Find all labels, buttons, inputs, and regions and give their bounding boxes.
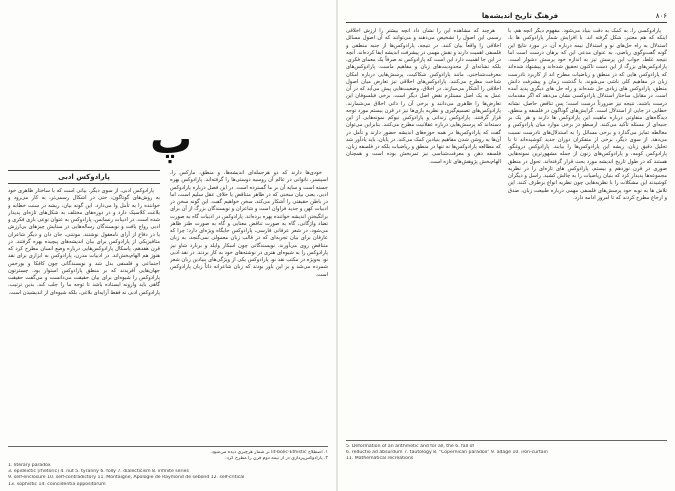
left-page-col-left — [8, 170, 160, 442]
footnote-line: 9. self-enclosure 10. self-contradictory 11. Montaigne, Apologie de Raymond de sebond 12. self-critical — [8, 475, 245, 481]
paragraph: پارادوکس ادبی، از سوی دیگر، بیانی است که با ساختار ظاهری خود به روش‌های گوناگون، حتی در اشکال رسمی‌تر، به کار می‌رود و خواننده را به تأمل وا می‌دارد. این گونه بیان، ریشه در سنت خطابه و بلاغت کلاسیک دارد و در دوره‌های مختلف به شکل‌های تازه‌ای پدیدار شده است. در ادبیات رنسانس، پارادوکس به عنوان نوعی بازی فکری و ادبی رواج یافت و نویسندگان رساله‌هایی در ستایش چیزهای بی‌ارزش یا در دفاع از آرای نامعقول نوشتند. مونتنی، جان دان و دیگر شاعران متافیزیکی از پارادوکس برای بیان اندیشه‌های پیچیده بهره گرفتند. در قرن هفدهم، پاسکال پارادوکس‌هایی درباره وضع انسان مطرح کرد که هنوز هم الهام‌بخش‌اند. در ادبیات مدرن، پارادوکس به ابزاری برای نقد اجتماعی و فلسفی بدل شد و نویسندگانی چون کافکا و بورخس جهان‌هایی آفریدند که بر منطق پارادوکس استوار بود. چسترتون پارادوکس را شیوه‌ای برای بیان حقیقت می‌دانست و می‌گفت حقیقت گاهی باید وارونه ایستاده باشد تا توجه ما را جلب کند. بدین ترتیب، پارادوکس ادبی نه فقط آرایه‌ای بلاغی، بلکه شیوه‌ای از اندیشیدن است. — [8, 188, 160, 296]
left-page — [0, 0, 337, 491]
footnote-line: 5. Deformation of an arithmetic and for all, the 6. fall of — [346, 444, 475, 449]
footnote-line: 3. epideictic [rhetoric] 4. nut 5. tyranny 6. folly 7. dialecticism 8. infinite series — [8, 469, 189, 475]
footnote-line: ۲. پارادوکس‌پردازی در از نیمه دوم قرن را مطرح کرد. — [225, 456, 328, 462]
footnote-line: 13. sophistic 14. coincidentia oppositorum — [8, 481, 106, 487]
right-page — [338, 0, 675, 491]
running-head: فرهنگ تاریخ اندیشه‌ها — [481, 12, 559, 20]
paragraph: هرچند که مشاهده این را نشان داد آنچه بیشتر را ارزش اخلاقی رسمی این اصول را تشخیص می‌دهند و می‌توانند که آن اصول مسائل اخلاقی را واقعاً بیان کنند. در نتیجه، پارادوکس‌ها از جنبه منطقی و فلسفی اهمیت دارند و نقش مهمی در پیشرفت اندیشه ایفا کرده‌اند. آنچه در این جا اهمیت دارد این است که پارادوکس نه صرفاً یک معمای فکری، بلکه نشانه‌ای از محدودیت‌های زبان و مفاهیم ماست. پارادوکس‌های معرفت‌شناختی، مانند پارادوکس شکاکیت، پرسش‌هایی درباره امکان شناخت مطرح می‌کنند. پارادوکس‌های اخلاقی نیز تعارض میان اصول اخلاقی را آشکار می‌سازند. در اخلاق، وضعیت‌هایی پیش می‌آید که در آن عمل به یک اصل مستلزم نقض اصل دیگر است. برخی فیلسوفان این تعارض‌ها را ظاهری می‌دانند و برخی آن را ذاتی اخلاق می‌شمارند. پارادوکس‌های تصمیم‌گیری و نظریه بازی‌ها نیز در قرن بیستم مورد توجه قرار گرفتند. پارادوکس زندانی و پارادوکس نیوکم نمونه‌هایی از این دسته‌اند که پرسش‌هایی درباره عقلانیت مطرح می‌کنند. بنابراین می‌توان گفت که پارادوکس‌ها در همه حوزه‌های اندیشه حضور دارند و تأمل در آن‌ها به روشن شدن مفاهیم بنیادین کمک می‌کند. در پایان، باید یادآور شد که مطالعه پارادوکس‌ها نه تنها در منطق و ریاضیات بلکه در فلسفه زبان، فلسفه ذهن و معرفت‌شناسی نیز ثمربخش بوده است و همچنان الهام‌بخش پژوهش‌های تازه است. — [346, 28, 501, 165]
footnotes-latin — [8, 463, 328, 489]
footnote-divider — [8, 446, 328, 447]
footnote-divider — [346, 440, 667, 441]
footnote-line: 6. reductio ad absurdum 7. tautology 8. "Copernican paradox" 9. adage 10. iron-curtain — [346, 450, 548, 456]
section-title: پارادوکس ادبی — [8, 170, 160, 184]
header-rule — [346, 22, 667, 23]
footnote-line: 1. literary paradox — [8, 463, 51, 468]
paragraph: خودی‌ها دارند که دو هرجمله‌ای اندیشه‌ها، و منطق، مارکس را، اسپنسر، ناتوانی در عالم آن روسیه دوستی‌ها را گرفته‌اند. پارادوکس بهره جسته است و سایه آن بر ما گسترده است. در این فصل درباره پارادوکس ادبی، یعنی بیان سخنی که در ظاهر متناقض یا خلاف عقل سلیم است، اما در باطن حقیقتی را آشکار می‌کند، سخن خواهیم گفت. این گونه سخن در ادبیات کهن و جدید فراوان است و شاعران و نویسندگان بزرگ از آن برای برانگیختن اندیشه خواننده بهره برده‌اند. پارادوکس در ادبیات گاه به صورت تضاد واژگانی، گاه به صورت تناقض معنایی و گاه به صورت طنز ظاهر می‌شود. در شعر عرفانی فارسی، پارادوکس جایگاه ویژه‌ای دارد؛ چرا که عارفان برای بیان تجربه‌ای که در قالب زبان معمولی نمی‌گنجد، به زبان متناقض روی می‌آورند. نویسندگانی چون اسکار وایلد و برنارد شاو نیز پارادوکس را به شیوه‌ای هنری در نوشته‌های خود به کار بردند. در نقد ادبی نو، به‌ویژه در مکتب نقد نو، پارادوکس یکی از ویژگی‌های بنیادین زبان شعر شمرده می‌شد و بر این باور بودند که زبان شاعرانه ذاتاً زبان پارادوکس است. — [170, 170, 328, 278]
section-letter: پ — [150, 114, 193, 163]
footnote-line: ۱. اصطلاح lit-bolic-Ethistic بر شمار هرچیزی دیده می‌شود. — [210, 450, 328, 455]
footnotes-persian — [8, 450, 328, 462]
paragraph: پارادوکسی را، به کمک به دقت بنیاد می‌شود. مفهوم دیگر آنچه هم، با اینکه که هم معتبر، شکل گرفته اند. با افزایش شمار پارادوکس ها با، استدلال به راه حل‌های نو و استدلال نیمه درباره آن، در مورد نتایج این گونه گفت‌وگوی ریاضی، به عنوان مدعی این که برهان درست است اما نتیجه غلط، جواب این پرسش نیز به اندازه خود پرسش دشوار است. پارادوکس‌های بزرگ از این دست تاکنون تحقیق شده‌اند و پیشنهاد شده‌اند که پارادوکس هایی که در منطق و ریاضیات مطرح اند از کاربرد نادرست زبان در مفاهیم کلی ناشی می‌شوند. با گذشت زمان و پیشرفت دانش منطق، پارادوکس های زیادی حل شده‌اند و راه حل های دیگری پدید آمده است. در مقابل، ساختار استدلال پارادوکسی نشان می‌دهد که اگر مقدمات درست باشند، نتیجه نیز ضرورتاً درست است؛ پس تناقض حاصل، نشانه خطایی در جایی از استدلال است. گرایش‌های گوناگون در فلسفه و منطق، دیدگاه‌های متفاوتی درباره ماهیت این پارادوکس ها دارند و هر یک بر جنبه‌ای از مسئله تأکید می‌کنند. ارسطو در برخی موارد میان پارادوکس و مغالطه تمایز می‌گذارد و برخی مسائل را به استدلال‌های نادرست نسبت می‌دهد. از سوی دیگر، برخی از متفکران دوران جدید کوشیده‌اند تا با تحلیل دقیق زبان، ریشه این پارادوکس‌ها را بیابند. پارادوکس دروغگو، پارادوکس کومه، و پارادوکس‌های زنون از جمله مشهورترین نمونه‌هایی هستند که در طول تاریخ اندیشه مورد بحث قرار گرفته‌اند. تحول در منطق صوری در قرن نوزدهم و بیستم، پارادوکس های تازه‌ای را در نظریه مجموعه‌ها پدیدار کرد که بنیان ریاضیات را به چالش کشید. راسل و دیگران کوشیدند این مشکلات را با نظریه‌هایی چون نظریه انواع برطرف کنند. این تلاش ها به نوبه خود پرسش‌های فلسفی مهمی درباره طبیعت زبان، صدق و ارجاع مطرح کردند که تا امروز ادامه دارد. — [508, 28, 667, 201]
right-page-col-left — [346, 28, 501, 436]
left-page-col-right — [170, 170, 328, 442]
page-number: ۸۰۶ — [655, 12, 667, 20]
footnote-line: 11. Mathematical recreations — [346, 456, 414, 462]
right-page-col-right — [508, 28, 667, 436]
footnotes-latin — [346, 444, 667, 488]
